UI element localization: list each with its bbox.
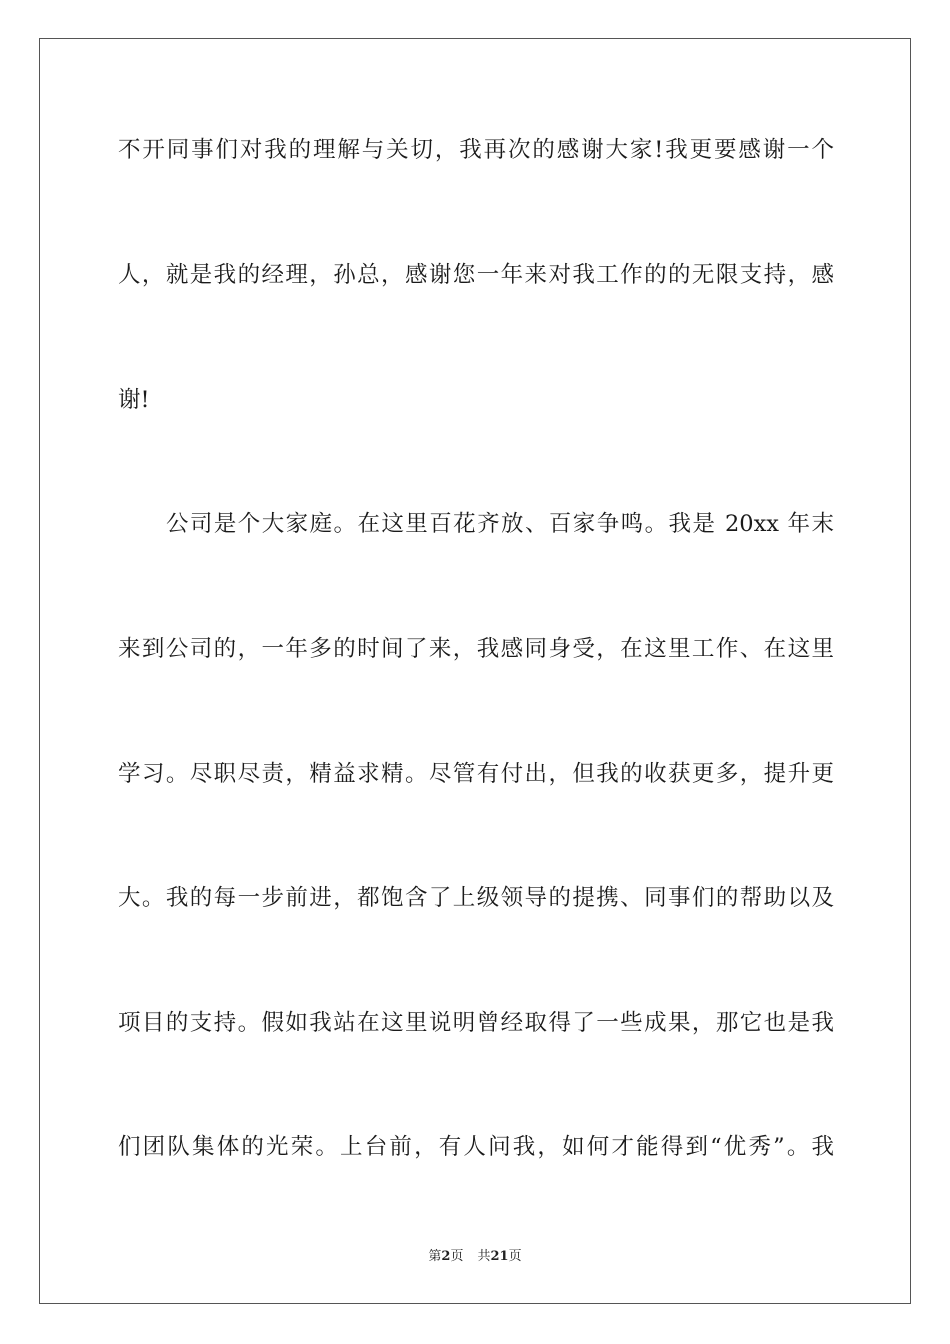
text-line: 公司是个大家庭。在这里百花齐放、百家争鸣。我是 20xx 年末 [166, 511, 834, 537]
text-line: 不开同事们对我的理解与关切，我再次的感谢大家!我更要感谢一个 [118, 137, 834, 163]
total-pages: 21 [490, 1249, 509, 1264]
text-line: 项目的支持。假如我站在这里说明曾经取得了一些成果，那它也是我 [118, 1010, 834, 1036]
total-prefix: 共 [477, 1249, 491, 1264]
text-line: 来到公司的，一年多的时间了来，我感同身受，在这里工作、在这里 [118, 636, 834, 662]
page-number: 2 [441, 1249, 451, 1264]
text-line: 们团队集体的光荣。上台前，有人问我，如何才能得到“优秀”。我 [118, 1134, 834, 1160]
text-line: 人，就是我的经理，孙总，感谢您一年来对我工作的的无限支持，感 [118, 262, 834, 288]
text-line: 谢! [118, 387, 150, 413]
page-suffix: 页 [450, 1249, 464, 1264]
page-footer [0, 1245, 950, 1264]
text-line: 大。我的每一步前进，都饱含了上级领导的提携、同事们的帮助以及 [118, 885, 834, 911]
total-suffix: 页 [508, 1249, 522, 1264]
page-border [39, 38, 911, 1304]
text-line: 学习。尽职尽责，精益求精。尽管有付出，但我的收获更多，提升更 [118, 761, 834, 787]
page-prefix: 第 [428, 1249, 442, 1264]
